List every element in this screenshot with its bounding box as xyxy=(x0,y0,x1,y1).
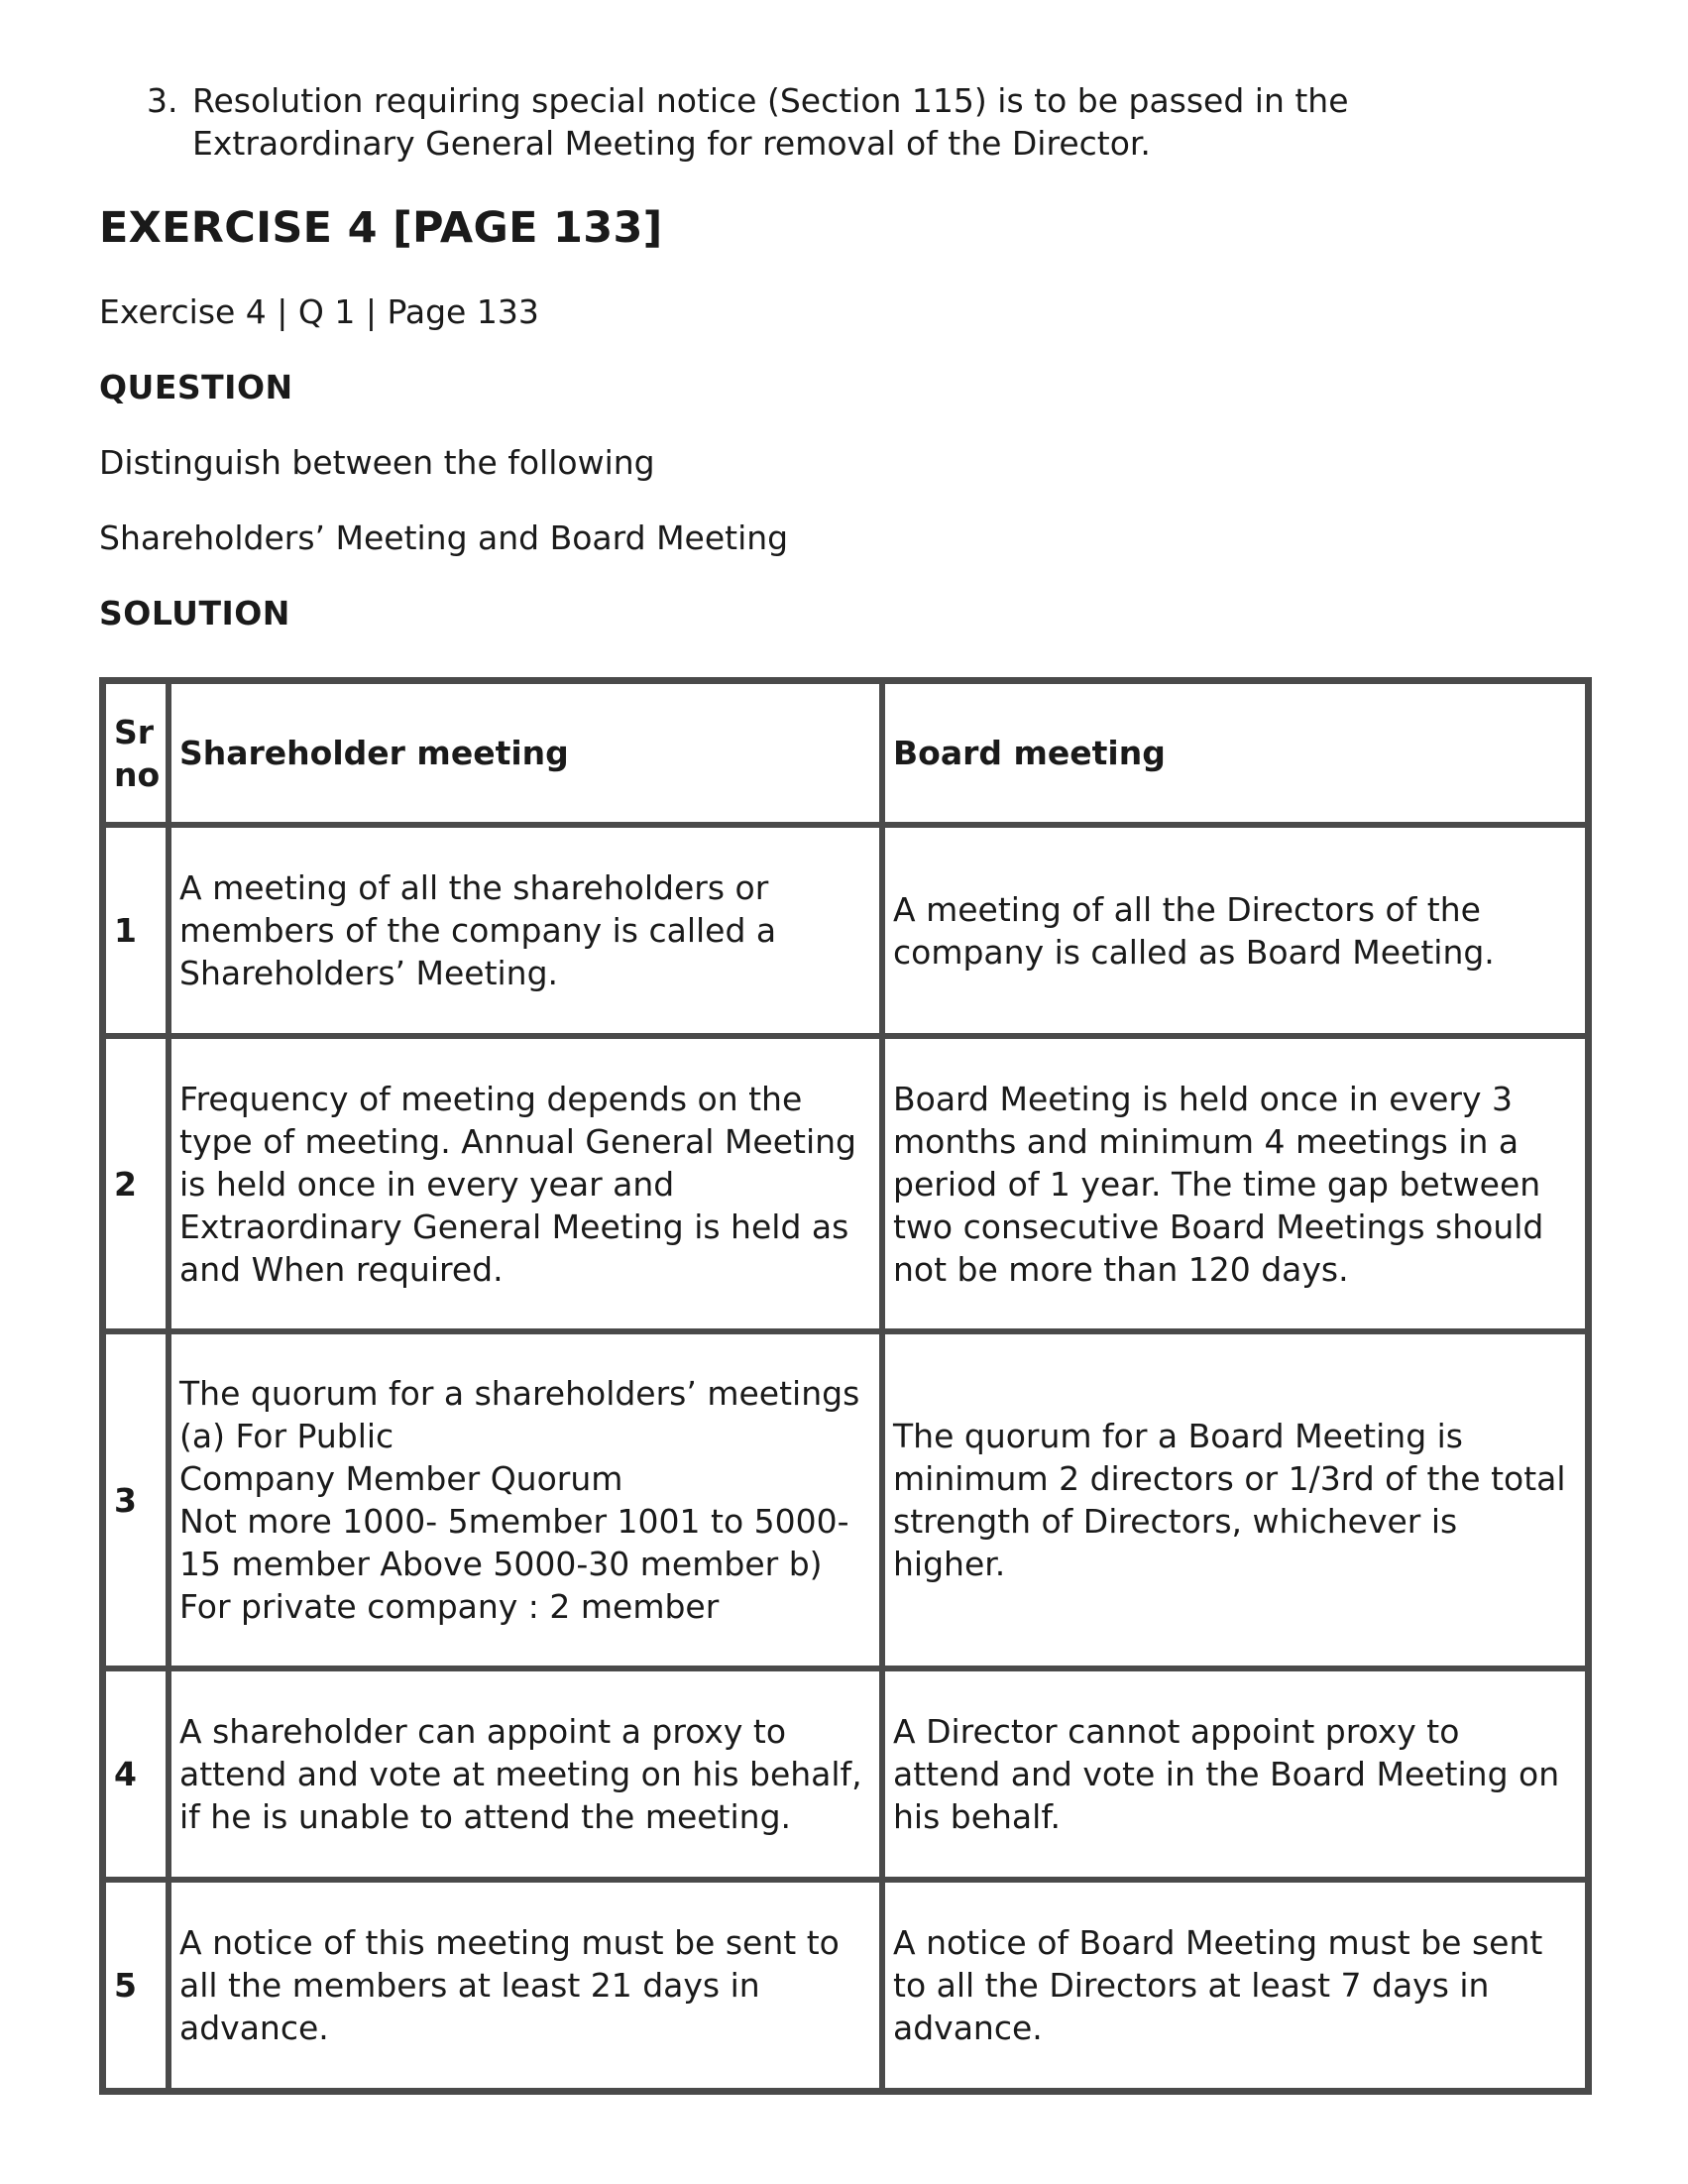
board-meeting-cell: The quorum for a Board Meeting is minimum 2 directors or 1/3rd of the total strength of Directors, whichever is higher. xyxy=(882,1331,1588,1668)
shareholder-meeting-cell: The quorum for a shareholders’ meetings (a) For Public Company Member Quorum Not more 1000- 5member 1001 to 5000- 15 member Above 5000-30 member b) For private company : 2 member xyxy=(169,1331,882,1668)
shareholder-meeting-cell: A notice of this meeting must be sent to all the members at least 21 days in advance. xyxy=(169,1880,882,2091)
board-meeting-cell: A Director cannot appoint proxy to attend and vote in the Board Meeting on his behalf. xyxy=(882,1668,1588,1880)
table-row xyxy=(103,1880,1588,2091)
column-header-board-meeting: Board meeting xyxy=(882,681,1588,825)
previous-list-item xyxy=(147,79,1435,165)
shareholder-meeting-cell: Frequency of meeting depends on the type of meeting. Annual General Meeting is held once in every year and Extraordinary General Meeting is held as and When required. xyxy=(169,1036,882,1331)
row-serial-number: 2 xyxy=(103,1036,169,1331)
row-serial-number: 5 xyxy=(103,1880,169,2091)
solution-label: SOLUTION xyxy=(99,594,290,632)
table-row xyxy=(103,1668,1588,1880)
board-meeting-cell: A meeting of all the Directors of the company is called as Board Meeting. xyxy=(882,825,1588,1036)
table-header-row xyxy=(103,681,1588,825)
column-header-shareholder-meeting: Shareholder meeting xyxy=(169,681,882,825)
comparison-table xyxy=(99,677,1592,2095)
question-text-line: Shareholders’ Meeting and Board Meeting xyxy=(99,518,789,557)
table-row xyxy=(103,1036,1588,1331)
column-header-sr-no: Sr no xyxy=(103,681,169,825)
row-serial-number: 3 xyxy=(103,1331,169,1668)
list-item-number: 3. xyxy=(147,81,178,120)
table-row xyxy=(103,825,1588,1036)
question-label: QUESTION xyxy=(99,368,293,406)
row-serial-number: 1 xyxy=(103,825,169,1036)
row-serial-number: 4 xyxy=(103,1668,169,1880)
shareholder-meeting-cell: A meeting of all the shareholders or members of the company is called a Shareholders’ Meeting. xyxy=(169,825,882,1036)
table-row xyxy=(103,1331,1588,1668)
question-reference: Exercise 4 | Q 1 | Page 133 xyxy=(99,292,539,331)
question-text-line: Distinguish between the following xyxy=(99,443,655,482)
board-meeting-cell: Board Meeting is held once in every 3 months and minimum 4 meetings in a period of 1 year. The time gap between two consecutive Board Meetings should not be more than 120 days. xyxy=(882,1036,1588,1331)
section-heading: EXERCISE 4 [PAGE 133] xyxy=(99,203,663,253)
shareholder-meeting-cell: A shareholder can appoint a proxy to attend and vote at meeting on his behalf, if he is unable to attend the meeting. xyxy=(169,1668,882,1880)
list-item-text: Resolution requiring special notice (Section 115) is to be passed in the Extraordinary General Meeting for removal of the Director. xyxy=(192,81,1349,163)
board-meeting-cell: A notice of Board Meeting must be sent to all the Directors at least 7 days in advance. xyxy=(882,1880,1588,2091)
